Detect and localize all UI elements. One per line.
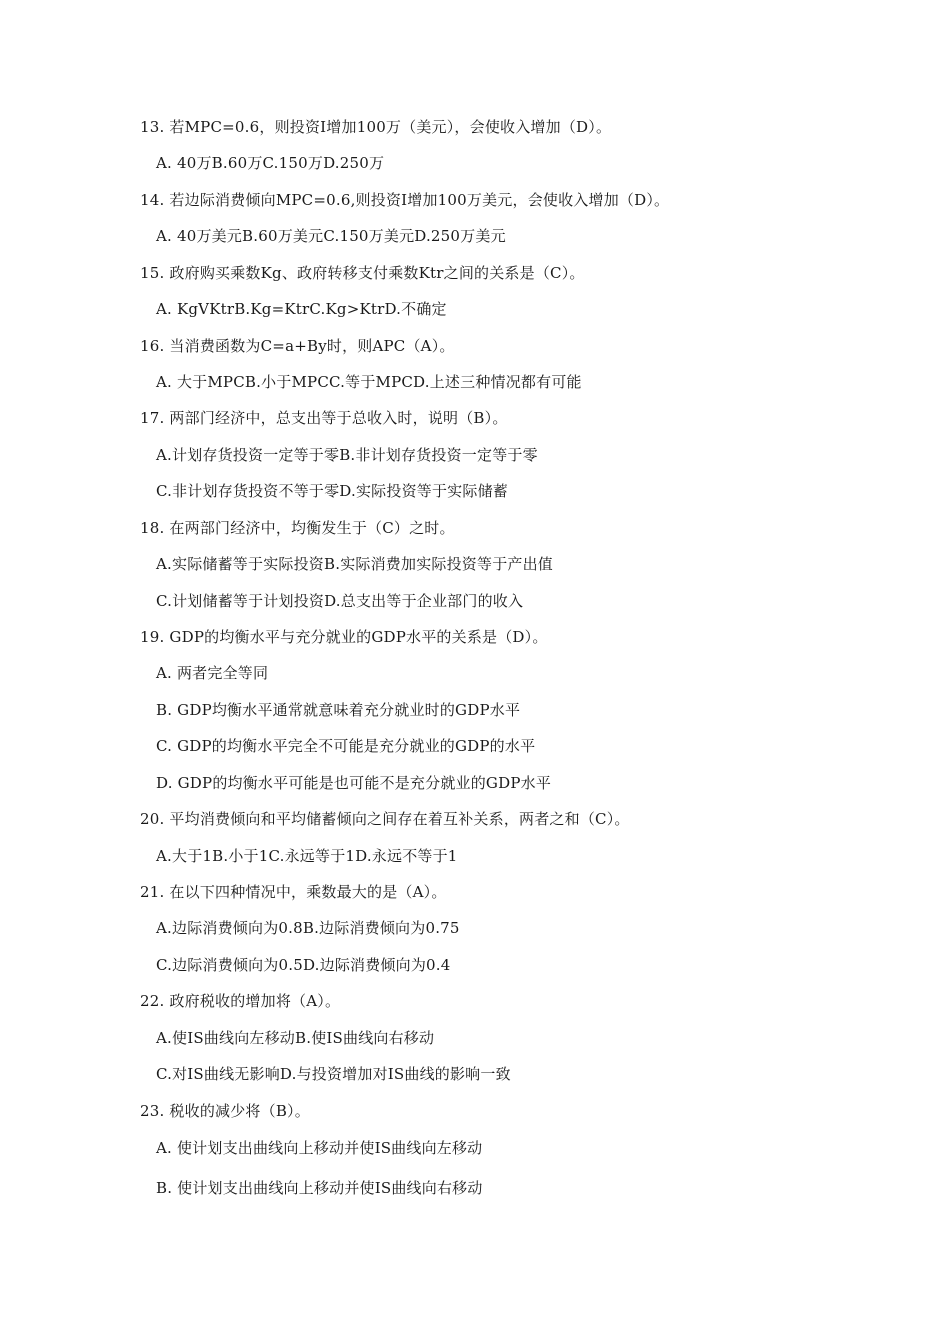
question-14: 14. 若边际消费倾向MPC=0.6,则投资I增加100万美元，会使收入增加（D）。: [140, 191, 670, 209]
question-13: 13. 若MPC=0.6，则投资I增加100万（美元），会使收入增加（D）。: [140, 118, 612, 136]
options-21-cd: C.边际消费倾向为0.5D.边际消费倾向为0.4: [156, 956, 451, 974]
options-17-ab: A.计划存货投资一定等于零B.非计划存货投资一定等于零: [156, 446, 538, 464]
question-23: 23. 税收的减少将（B）。: [140, 1102, 310, 1120]
options-13: A. 40万B.60万C.150万D.250万: [156, 154, 385, 172]
option-19-c: C. GDP的均衡水平完全不可能是充分就业的GDP的水平: [156, 737, 536, 755]
options-14: A. 40万美元B.60万美元C.150万美元D.250万美元: [156, 227, 506, 245]
question-20: 20. 平均消费倾向和平均储蓄倾向之间存在着互补关系，两者之和（C）。: [140, 810, 630, 828]
question-15: 15. 政府购买乘数Kg、政府转移支付乘数Ktr之间的关系是（C）。: [140, 264, 585, 282]
question-17: 17. 两部门经济中，总支出等于总收入时，说明（B）。: [140, 409, 508, 427]
options-15: A. KgVKtrB.Kg=KtrC.Kg>KtrD.不确定: [156, 300, 447, 318]
options-16: A. 大于MPCB.小于MPCC.等于MPCD.上述三种情况都有可能: [156, 373, 582, 391]
option-19-a: A. 两者完全等同: [156, 664, 269, 682]
options-22-ab: A.使IS曲线向左移动B.使IS曲线向右移动: [156, 1029, 435, 1047]
option-19-b: B. GDP均衡水平通常就意味着充分就业时的GDP水平: [156, 701, 521, 719]
options-17-cd: C.非计划存货投资不等于零D.实际投资等于实际储蓄: [156, 482, 508, 500]
option-23-b: B. 使计划支出曲线向上移动并使IS曲线向右移动: [156, 1179, 483, 1197]
options-22-cd: C.对IS曲线无影响D.与投资增加对IS曲线的影响一致: [156, 1065, 511, 1083]
options-20: A.大于1B.小于1C.永远等于1D.永远不等于1: [156, 847, 458, 865]
option-23-a: A. 使计划支出曲线向上移动并使IS曲线向左移动: [156, 1139, 483, 1157]
question-19: 19. GDP的均衡水平与充分就业的GDP水平的关系是（D）。: [140, 628, 548, 646]
question-16: 16. 当消费函数为C=a+By时，则APC（A）。: [140, 337, 455, 355]
question-18: 18. 在两部门经济中，均衡发生于（C）之时。: [140, 519, 455, 537]
options-21-ab: A.边际消费倾向为0.8B.边际消费倾向为0.75: [156, 919, 460, 937]
options-18-cd: C.计划储蓄等于计划投资D.总支出等于企业部门的收入: [156, 592, 524, 610]
option-19-d: D. GDP的均衡水平可能是也可能不是充分就业的GDP水平: [156, 774, 552, 792]
question-22: 22. 政府税收的增加将（A）。: [140, 992, 341, 1010]
question-21: 21. 在以下四种情况中，乘数最大的是（A）。: [140, 883, 447, 901]
options-18-ab: A.实际储蓄等于实际投资B.实际消费加实际投资等于产出值: [156, 555, 553, 573]
